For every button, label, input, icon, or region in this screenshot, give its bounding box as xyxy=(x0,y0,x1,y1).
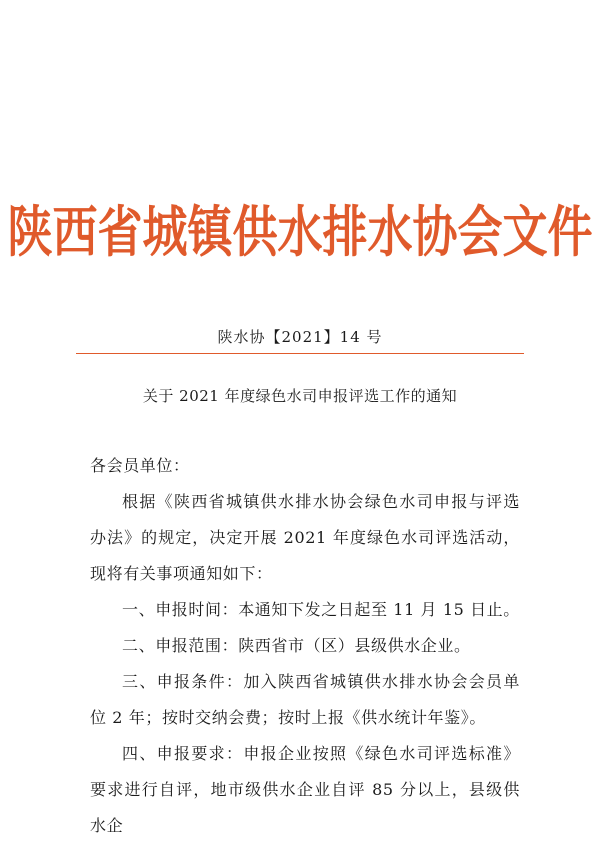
red-divider-line xyxy=(76,353,524,354)
notice-title: 关于 2021 年度绿色水司申报评选工作的通知 xyxy=(142,387,458,405)
paragraph-item-3: 三、申报条件：加入陕西省城镇供水排水协会会员单位 2 年；按时交纳会费；按时上报《供水统计年鉴》。 xyxy=(90,672,520,727)
paragraph-item-4: 四、申报要求：申报企业按照《绿色水司评选标准》要求进行自评，地市级供水企业自评 85 分以上，县级供水企 xyxy=(90,744,520,835)
paragraph-item-1: 一、申报时间：本通知下发之日起至 11 月 15 日止。 xyxy=(122,600,520,619)
notice-body xyxy=(90,448,520,844)
document-number: 陕水协【2021】14 号 xyxy=(217,328,383,346)
paragraph-intro: 根据《陕西省城镇供水排水协会绿色水司申报与评选办法》的规定，决定开展 2021 年度绿色水司评选活动，现将有关事项通知如下： xyxy=(90,492,520,583)
salutation: 各会员单位： xyxy=(90,456,190,475)
letterhead-title: 陕西省城镇供水排水协会文件 xyxy=(7,199,593,265)
paragraph-item-2: 二、申报范围：陕西省市（区）县级供水企业。 xyxy=(122,636,471,655)
